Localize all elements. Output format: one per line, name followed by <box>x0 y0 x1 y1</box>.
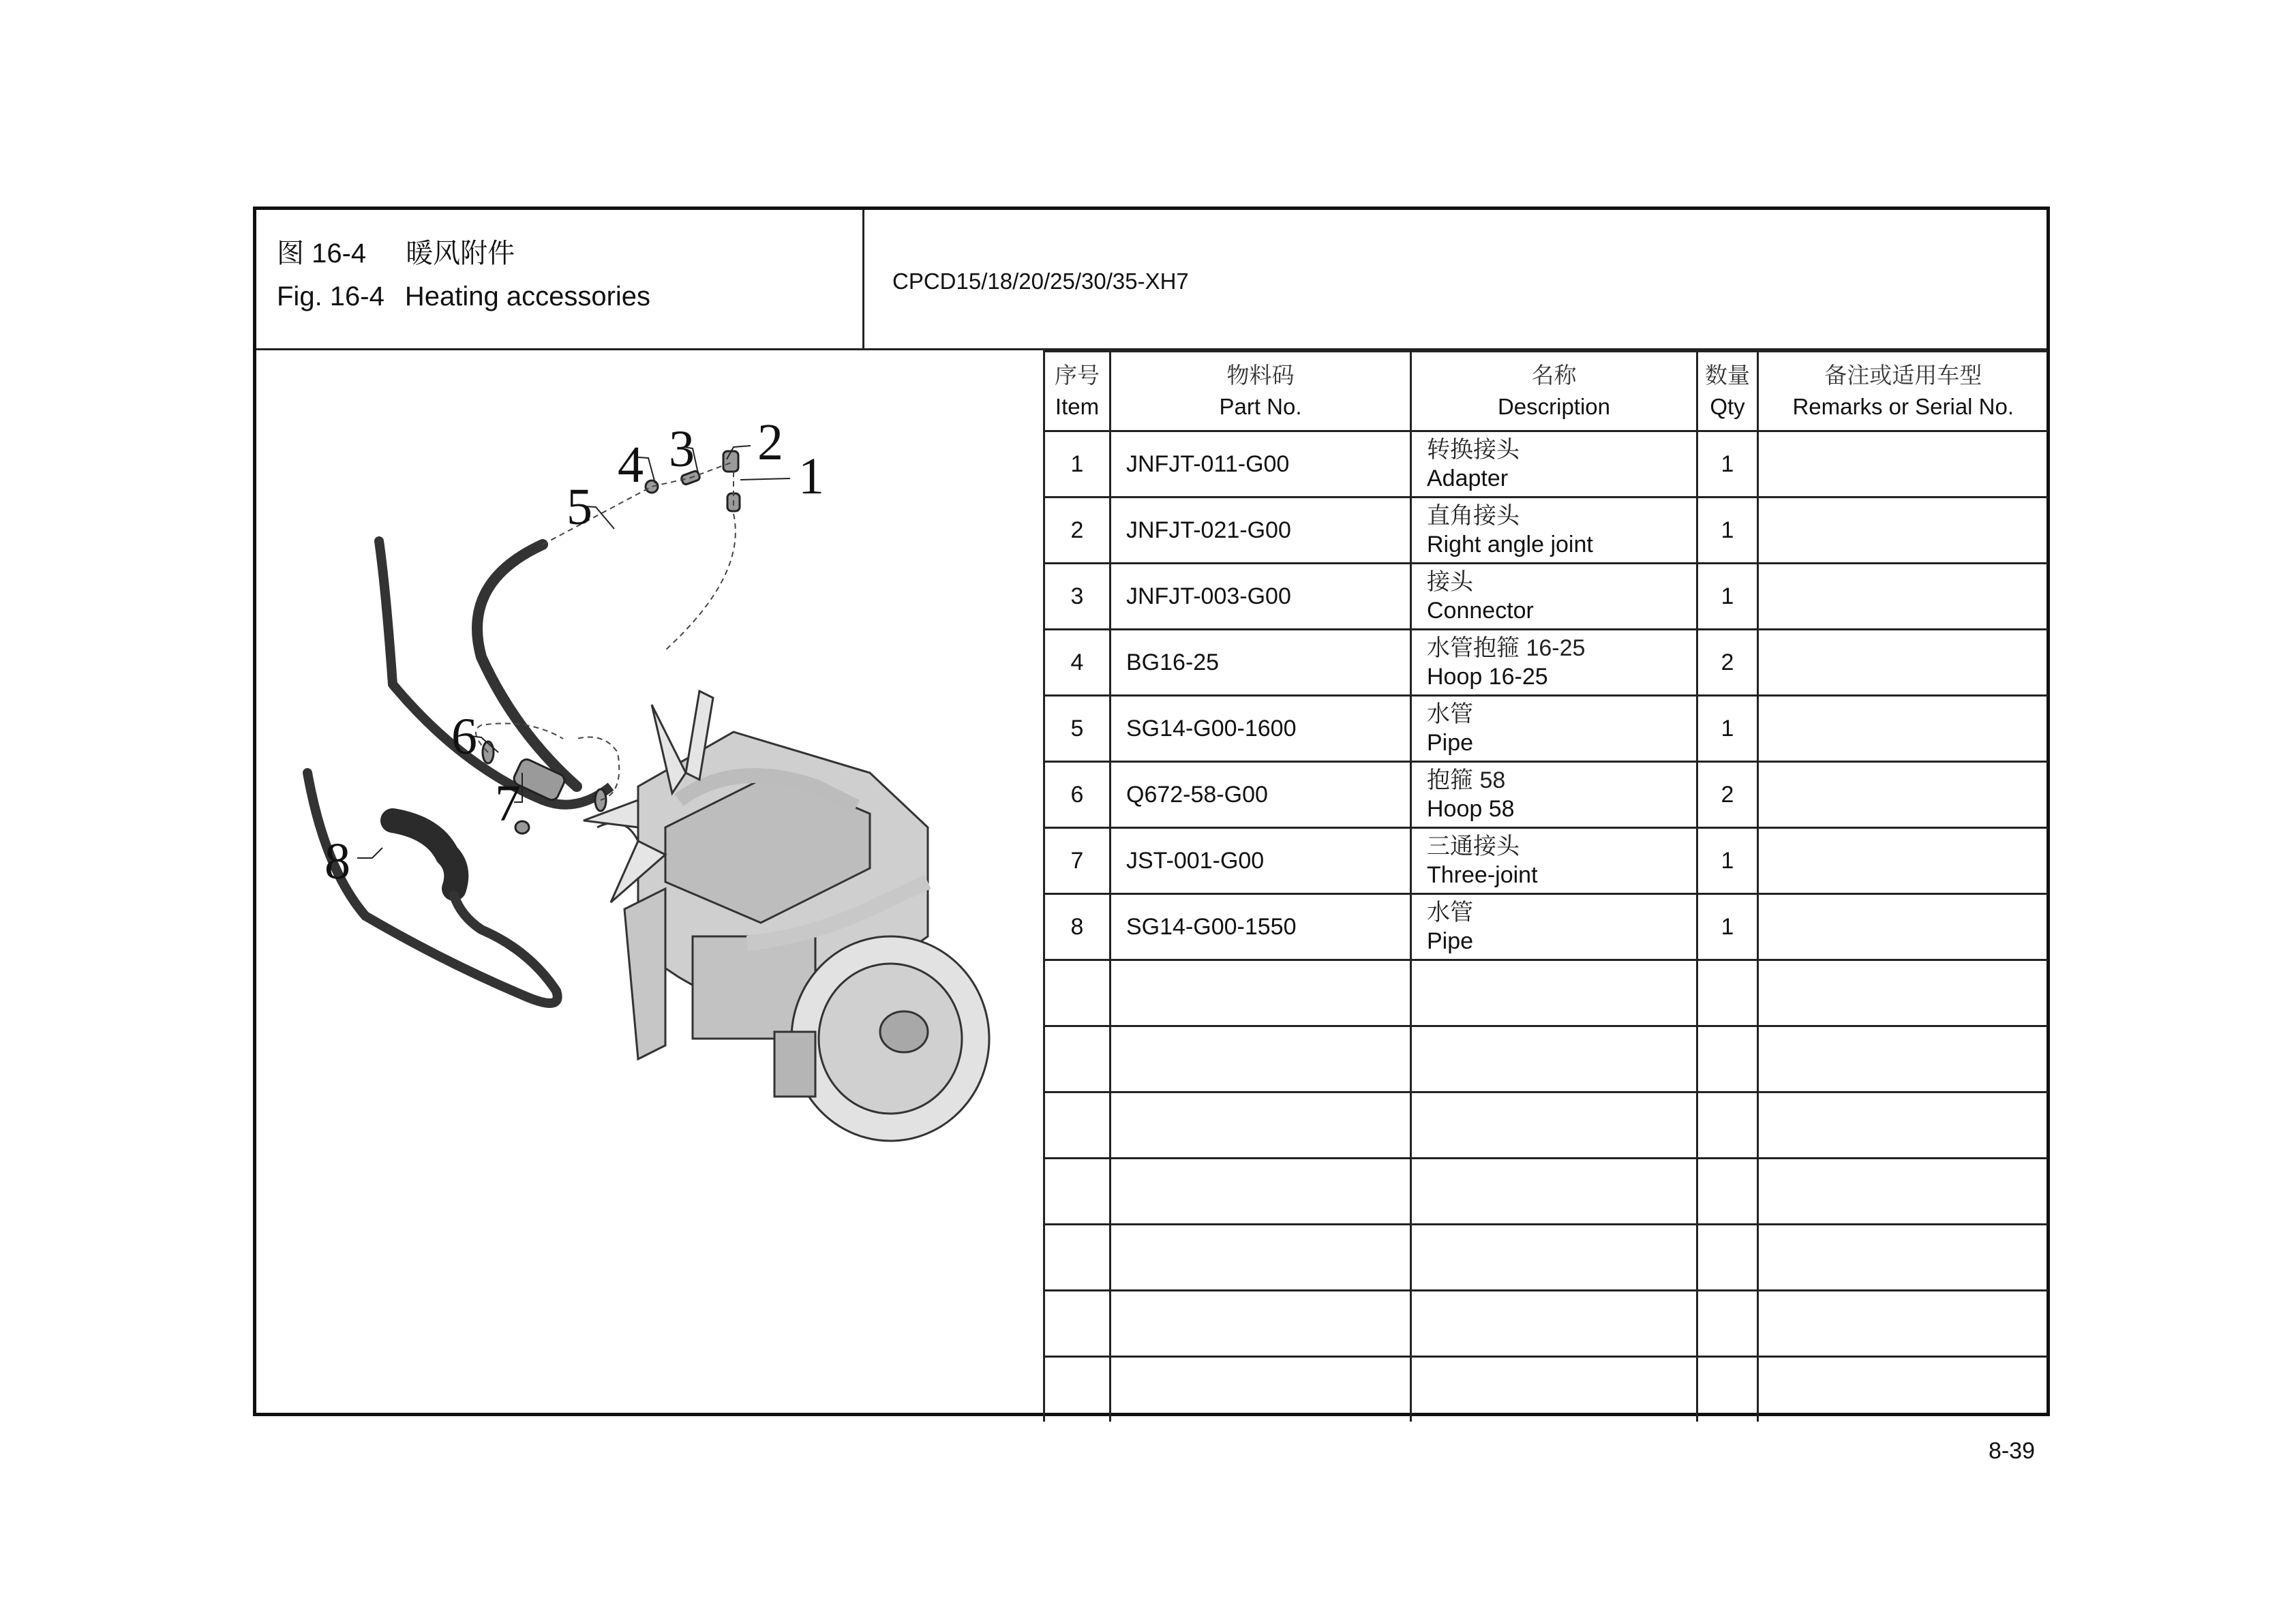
callout-4: 4 <box>618 436 644 493</box>
table-row: 5 SG14-G00-1600 水管 Pipe 1 <box>1044 696 2048 762</box>
model-series: CPCD15/18/20/25/30/35-XH7 <box>892 269 1189 294</box>
figure-title-cn <box>277 237 515 270</box>
table-row-empty <box>1044 1092 2048 1159</box>
figure-number-en: Fig. 16-4 <box>277 281 384 311</box>
table-row: 7 JST-001-G00 三通接头 Three-joint 1 <box>1044 828 2048 894</box>
engine-block-icon <box>597 732 989 1141</box>
col-header-description: 名称 Description <box>1411 352 1697 431</box>
figure-title-en <box>277 280 650 313</box>
parts-table-body <box>1044 431 2048 1422</box>
callout-8: 8 <box>324 833 350 890</box>
table-row: 4 BG16-25 水管抱箍 16-25 Hoop 16-25 2 <box>1044 630 2048 696</box>
callout-3: 3 <box>669 420 695 478</box>
table-row-empty <box>1044 1225 2048 1291</box>
table-row-empty <box>1044 1291 2048 1357</box>
table-row-empty <box>1044 1159 2048 1225</box>
radiator-hose-icon <box>393 821 456 889</box>
page-header <box>256 210 2046 350</box>
table-row: 1 JNFJT-011-G00 转换接头 Adapter 1 <box>1044 431 2048 498</box>
table-header-row <box>1044 352 2048 431</box>
callout-1: 1 <box>798 448 824 505</box>
table-row-empty <box>1044 1357 2048 1422</box>
figure-title-block <box>256 210 864 348</box>
col-header-part-no: 物料码 Part No. <box>1111 352 1411 431</box>
figure-name-en: Heating accessories <box>404 281 651 311</box>
page-number: 8-39 <box>1989 1438 2036 1464</box>
col-header-qty: 数量 Qty <box>1697 352 1758 431</box>
callout-7: 7 <box>495 775 521 832</box>
table-row: 8 SG14-G00-1550 水管 Pipe 1 <box>1044 894 2048 960</box>
col-header-item: 序号 Item <box>1044 352 1111 431</box>
parts-table <box>1043 350 2048 1422</box>
exploded-diagram <box>256 350 1043 1413</box>
table-row: 6 Q672-58-G00 抱箍 58 Hoop 58 2 <box>1044 762 2048 828</box>
page-frame <box>253 206 2050 1416</box>
figure-number-cn: 图 16-4 <box>277 239 367 269</box>
callout-6: 6 <box>451 708 477 765</box>
parts-list <box>1043 350 2046 1413</box>
table-row-empty <box>1044 960 2048 1026</box>
callout-2: 2 <box>757 414 783 471</box>
col-header-remarks: 备注或适用车型 Remarks or Serial No. <box>1758 352 2048 431</box>
engine-diagram-illustration <box>256 350 1043 1413</box>
table-row-empty <box>1044 1026 2048 1092</box>
callout-5: 5 <box>567 478 592 536</box>
table-row: 2 JNFJT-021-G00 直角接头 Right angle joint 1 <box>1044 498 2048 564</box>
figure-name-cn: 暖风附件 <box>406 239 515 269</box>
table-row: 3 JNFJT-003-G00 接头 Connector 1 <box>1044 564 2048 630</box>
